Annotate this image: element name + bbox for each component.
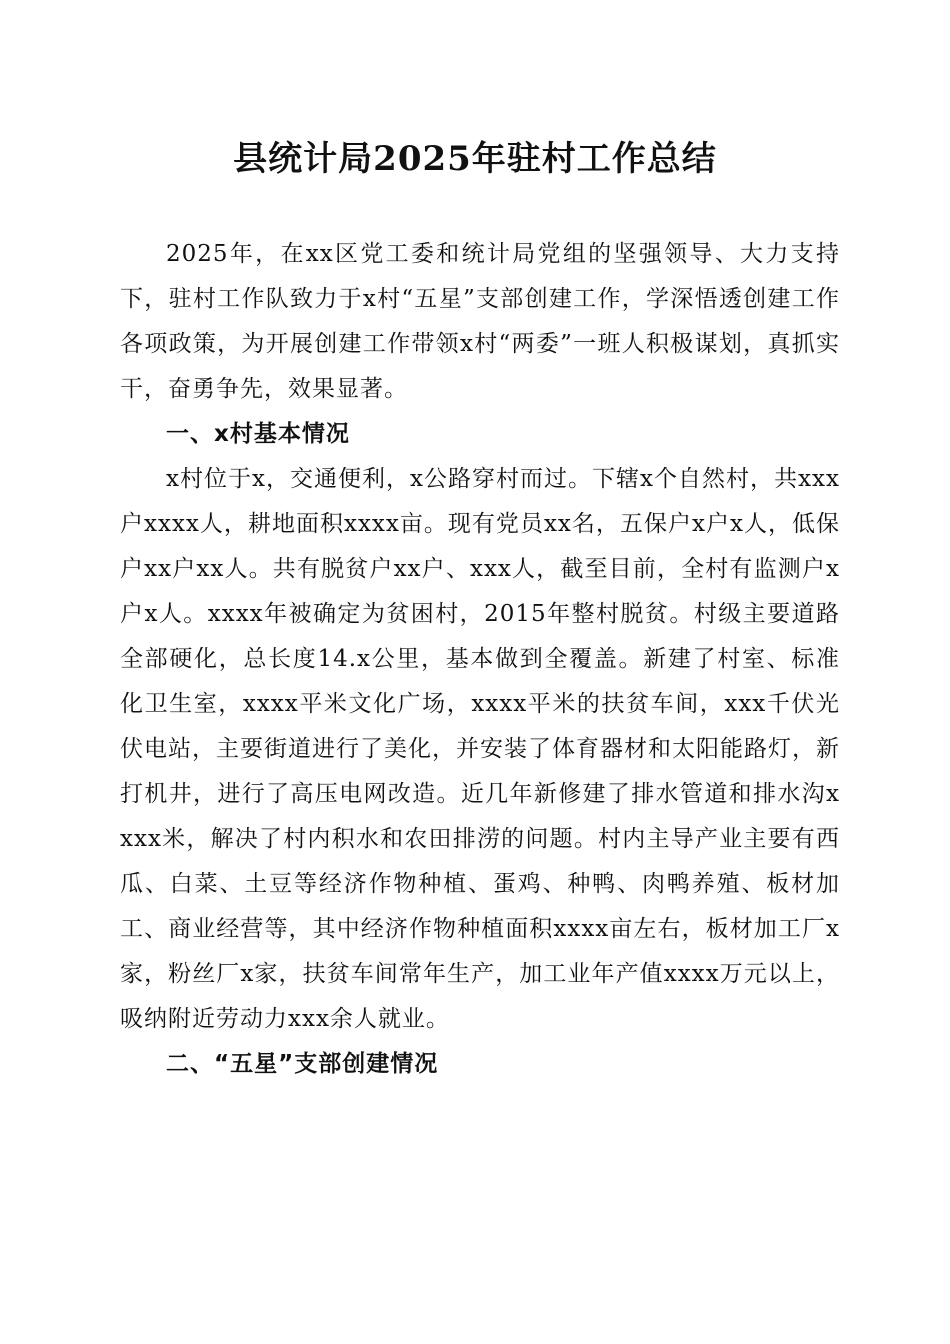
document-body — [120, 232, 840, 1087]
section-heading-1: 一、x村基本情况 — [166, 421, 350, 447]
document-title: 县统计局2025年驻村工作总结 — [233, 139, 717, 179]
section-heading-2: 二、“五星”支部创建情况 — [166, 1051, 439, 1077]
intro-paragraph: 2025年，在xx区党工委和统计局党组的坚强领导、大力支持下，驻村工作队致力于x村“五星”支部创建工作，学深悟透创建工作各项政策，为开展创建工作带领x村“两委”一班人积极谋划，真抓实干，奋勇争先，效果显著。 — [120, 241, 840, 402]
section-1-paragraph: x村位于x，交通便利，x公路穿村而过。下辖x个自然村，共xxx户xxxx人，耕地面积xxxx亩。现有党员xx名，五保户x户x人，低保户xx户xx人。共有脱贫户xx户、xxx人，截至目前，全村有监测户x户x人。xxxx年被确定为贫困村，2015年整村脱贫。村级主要道路全部硬化，总长度14.x公里，基本做到全覆盖。新建了村室、标准化卫生室，xxxx平米文化广场，xxxx平米的扶贫车间，xxx千伏光伏电站，主要街道进行了美化，并安装了体育器材和太阳能路灯，新打机井，进行了高压电网改造。近几年新修建了排水管道和排水沟xxxx米，解决了村内积水和农田排涝的问题。村内主导产业主要有西瓜、白菜、土豆等经济作物种植、蛋鸡、种鸭、肉鸭养殖、板材加工、商业经营等，其中经济作物种植面积xxxx亩左右，板材加工厂x家，粉丝厂x家，扶贫车间常年生产，加工业年产值xxxx万元以上，吸纳附近劳动力xxx余人就业。 — [120, 466, 840, 1032]
